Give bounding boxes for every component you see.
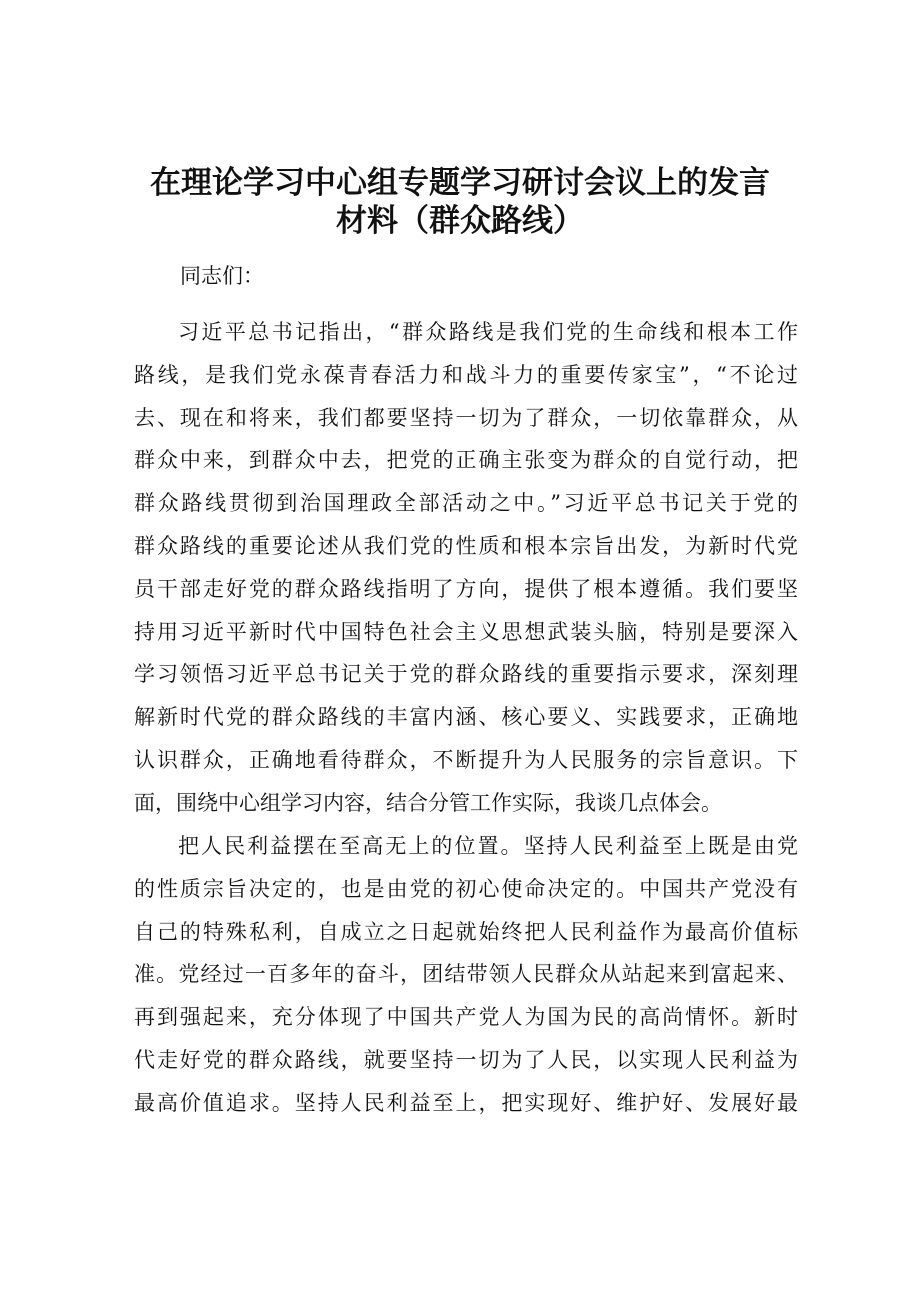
paragraph-line: 准。党经过一百多年的奋斗，团结带领人民群众从站起来到富起来、: [134, 962, 798, 987]
paragraph-line: 员干部走好党的群众路线指明了方向，提供了根本遵循。我们要坚: [134, 576, 798, 601]
paragraph-line: 认识群众，正确地看待群众，不断提升为人民服务的宗旨意识。下: [134, 747, 798, 772]
paragraph-line: 习近平总书记指出，“群众路线是我们党的生命线和根本工作: [178, 320, 798, 344]
paragraph-line: 面，围绕中心组学习内容，结合分管工作实际，我谈几点体会。: [134, 790, 722, 815]
paragraph-line: 持用习近平新时代中国特色社会主义思想武装头脑，特别是要深入: [134, 619, 798, 644]
paragraph-line: 解新时代党的群众路线的丰富内涵、核心要义、实践要求，正确地: [134, 705, 798, 730]
paragraph-line: 代走好党的群众路线，就要坚持一切为了人民，以实现人民利益为: [134, 1047, 798, 1072]
paragraph-line: 群众中来，到群众中去，把党的正确主张变为群众的自觉行动，把: [134, 448, 798, 473]
paragraph-line: 去、现在和将来，我们都要坚持一切为了群众，一切依靠群众，从: [134, 405, 798, 430]
document-title-line-1: 在理论学习中心组专题学习研讨会议上的发言: [150, 165, 770, 201]
document-title-line-2: 材料（群众路线）: [336, 203, 584, 239]
paragraph-line: 最高价值追求。坚持人民利益至上，把实现好、维护好、发展好最: [134, 1090, 798, 1115]
paragraph-line: 自己的特殊私利，自成立之日起就始终把人民利益作为最高价值标: [134, 919, 798, 944]
paragraph-line: 再到强起来，充分体现了中国共产党人为国为民的高尚情怀。新时: [134, 1005, 798, 1030]
paragraph-line: 群众路线贯彻到治国理政全部活动之中。”习近平总书记关于党的: [134, 491, 798, 516]
paragraph-line: 学习领悟习近平总书记关于党的群众路线的重要指示要求，深刻理: [134, 662, 798, 687]
paragraph-line: 路线，是我们党永葆青春活力和战斗力的重要传家宝”，“不论过: [134, 362, 798, 387]
salutation: 同志们：: [180, 264, 264, 288]
paragraph-line: 群众路线的重要论述从我们党的性质和根本宗旨出发，为新时代党: [134, 533, 798, 558]
paragraph-2: [134, 825, 798, 1125]
paragraph-line: 的性质宗旨决定的，也是由党的初心使命决定的。中国共产党没有: [134, 876, 798, 901]
paragraph-line: 把人民利益摆在至高无上的位置。坚持人民利益至上既是由党: [178, 834, 798, 858]
paragraph-1: [134, 311, 798, 825]
